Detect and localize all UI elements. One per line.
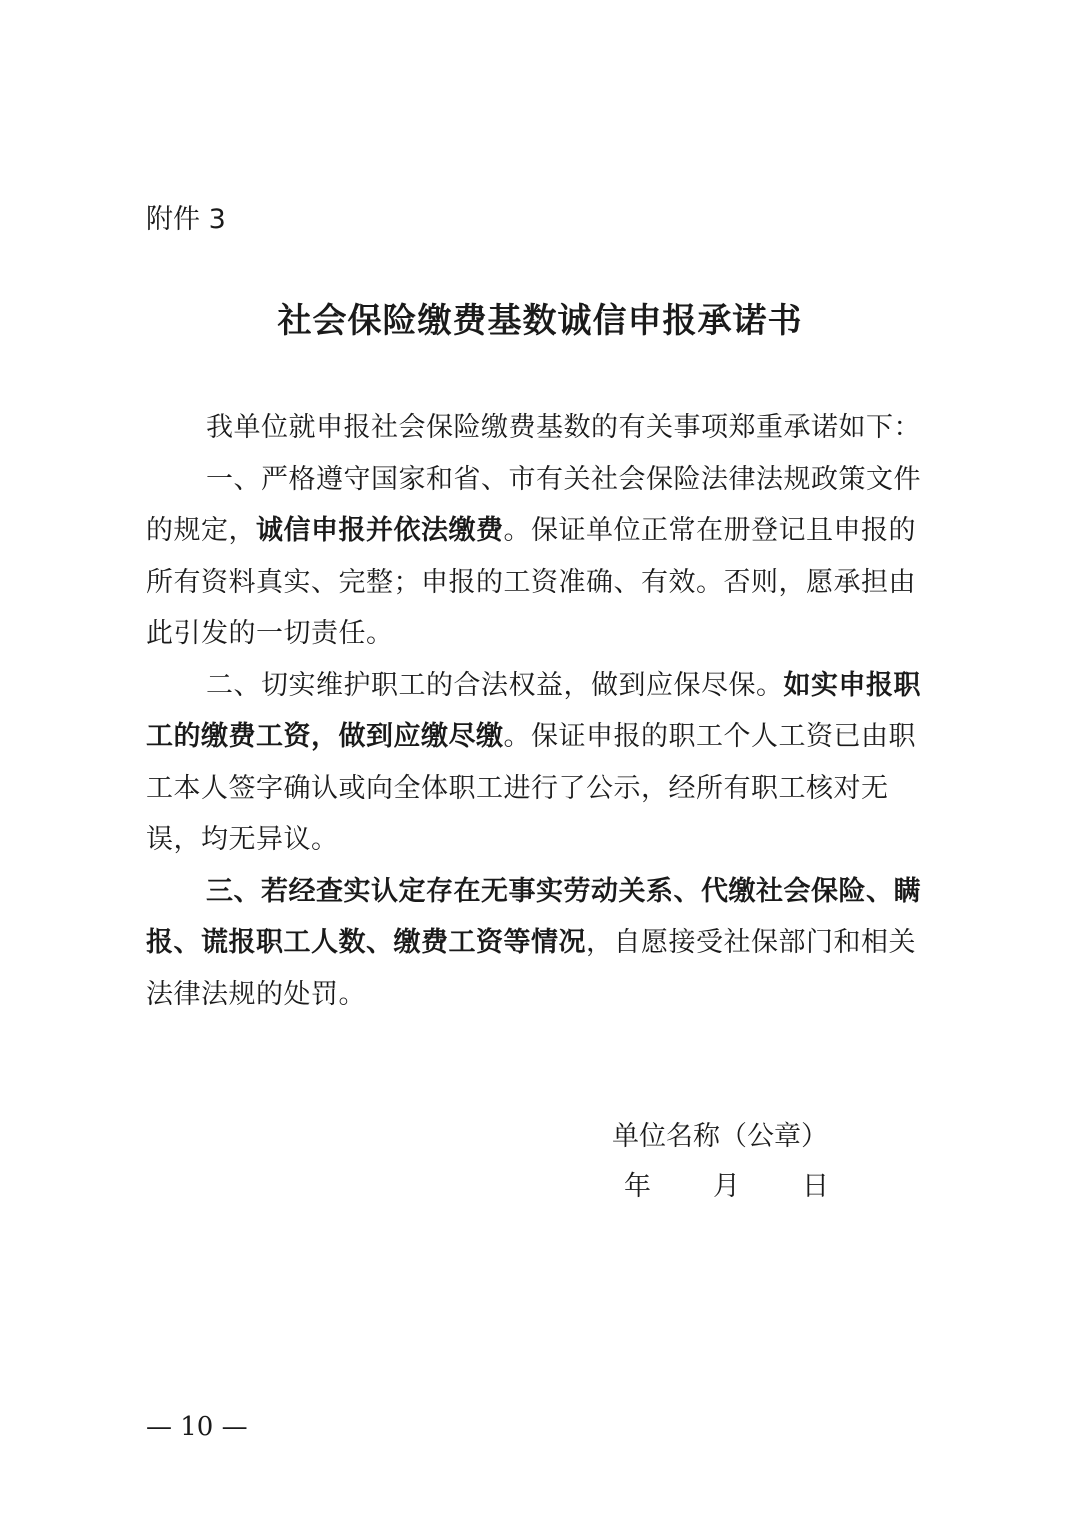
item1-line: 此引发的一切责任。 <box>146 618 394 649</box>
unit-name-seal: 单位名称（公章） <box>612 1121 828 1152</box>
item2-line: 误，均无异议。 <box>146 824 339 855</box>
item3-line <box>146 917 946 969</box>
item2-text: 。保证申报的职工个人工资已由职 <box>503 721 916 752</box>
date-day: 日 <box>802 1171 829 1202</box>
item2-text: 二、切实维护职工的合法权益，做到应保尽保。 <box>206 669 784 701</box>
item2-emphasis: 工的缴费工资，做到应缴尽缴 <box>146 721 504 752</box>
page-number: — 10 — <box>146 1412 248 1442</box>
item2-line <box>146 711 946 763</box>
date-year: 年 <box>624 1171 651 1202</box>
date-month: 月 <box>713 1171 740 1202</box>
item2-line: 工本人签字确认或向全体职工进行了公示，经所有职工核对无 <box>146 772 889 804</box>
date-line <box>612 1162 829 1212</box>
item3-line: 法律法规的处罚。 <box>146 978 366 1010</box>
item1-emphasis: 诚信申报并依法缴费 <box>256 515 504 546</box>
item1-line <box>146 505 946 557</box>
item3-text: ，自愿接受社保部门和相关 <box>586 927 916 958</box>
intro-paragraph: 我单位就申报社会保险缴费基数的有关事项郑重承诺如下： <box>206 412 921 443</box>
item3-line: 三、若经查实认定存在无事实劳动关系、代缴社会保险、瞒 <box>206 875 921 907</box>
item1-line: 一、严格遵守国家和省、市有关社会保险法律法规政策文件 <box>206 463 921 495</box>
attachment-label: 附件 3 <box>146 204 226 235</box>
document-body <box>146 402 946 1020</box>
document-title: 社会保险缴费基数诚信申报承诺书 <box>277 301 803 341</box>
item2-emphasis: 如实申报职 <box>783 669 921 701</box>
item2-line <box>146 660 946 712</box>
signature-block <box>612 1112 829 1212</box>
item3-emphasis: 报、谎报职工人数、缴费工资等情况 <box>146 927 586 958</box>
item1-text: 。保证单位正常在册登记且申报的 <box>503 515 916 546</box>
item1-line: 所有资料真实、完整；申报的工资准确、有效。否则，愿承担由 <box>146 566 916 598</box>
item1-text: 的规定， <box>146 515 256 546</box>
